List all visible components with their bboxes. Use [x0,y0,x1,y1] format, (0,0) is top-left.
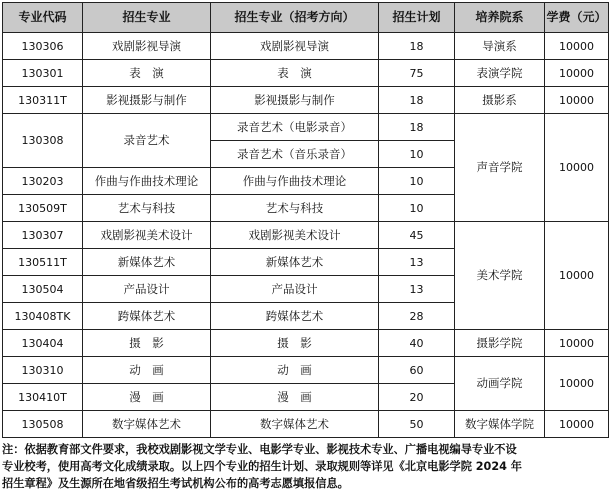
plan-cell: 45 [379,222,455,249]
plan-cell: 18 [379,114,455,141]
table-row [3,114,609,141]
code-cell: 130509T [3,195,83,222]
table-row [3,87,609,114]
code-cell: 130203 [3,168,83,195]
major-cell: 表 演 [83,60,211,87]
plan-cell: 28 [379,303,455,330]
code-cell: 130410T [3,384,83,411]
direction-cell: 数字媒体艺术 [211,411,379,438]
direction-cell: 摄 影 [211,330,379,357]
header-row [3,3,609,33]
fee-cell: 10000 [545,411,609,438]
dept-cell: 导演系 [455,33,545,60]
header-direction: 招生专业（招考方向） [211,3,379,33]
code-cell: 130408TK [3,303,83,330]
plan-cell: 18 [379,87,455,114]
footnote: 注：依据教育部文件要求，我校戏剧影视文学专业、电影学专业、影视技术专业、广播电视编导专业不设 专业校考，使用高考文化成绩录取。以上四个专业的招生计划、录取规则等详见《北京电影学院 2024 年 招生章程》及生源所在地省级招生考试机构公布的高考志愿填报信息。 [2,443,522,490]
plan-cell: 18 [379,33,455,60]
major-cell: 产品设计 [83,276,211,303]
plan-cell: 60 [379,357,455,384]
table-row [3,330,609,357]
fee-cell: 10000 [545,114,609,222]
direction-cell: 影视摄影与制作 [211,87,379,114]
dept-cell: 摄影系 [455,87,545,114]
direction-cell: 跨媒体艺术 [211,303,379,330]
plan-cell: 40 [379,330,455,357]
fee-cell: 10000 [545,33,609,60]
major-cell: 漫 画 [83,384,211,411]
major-cell: 戏剧影视导演 [83,33,211,60]
table-row [3,357,609,384]
plan-cell: 10 [379,195,455,222]
major-cell: 新媒体艺术 [83,249,211,276]
fee-cell: 10000 [545,222,609,330]
major-cell: 艺术与科技 [83,195,211,222]
code-cell: 130504 [3,276,83,303]
code-cell: 130307 [3,222,83,249]
code-cell: 130404 [3,330,83,357]
dept-cell: 美术学院 [455,222,545,330]
code-cell: 130508 [3,411,83,438]
code-cell: 130311T [3,87,83,114]
major-cell: 影视摄影与制作 [83,87,211,114]
direction-cell: 动 画 [211,357,379,384]
direction-cell: 录音艺术（电影录音） [211,114,379,141]
fee-cell: 10000 [545,330,609,357]
dept-cell: 动画学院 [455,357,545,411]
major-cell: 跨媒体艺术 [83,303,211,330]
direction-cell: 艺术与科技 [211,195,379,222]
header-fee: 学费（元） [545,3,609,33]
code-cell: 130306 [3,33,83,60]
dept-cell: 摄影学院 [455,330,545,357]
major-cell: 戏剧影视美术设计 [83,222,211,249]
plan-cell: 20 [379,384,455,411]
direction-cell: 漫 画 [211,384,379,411]
plan-cell: 75 [379,60,455,87]
code-cell: 130301 [3,60,83,87]
plan-cell: 13 [379,276,455,303]
dept-cell: 声音学院 [455,114,545,222]
direction-cell: 新媒体艺术 [211,249,379,276]
plan-cell: 10 [379,141,455,168]
header-plan: 招生计划 [379,3,455,33]
dept-cell: 表演学院 [455,60,545,87]
major-cell: 动 画 [83,357,211,384]
enrollment-table [2,2,609,438]
direction-cell: 作曲与作曲技术理论 [211,168,379,195]
header-major: 招生专业 [83,3,211,33]
table-row [3,222,609,249]
plan-cell: 10 [379,168,455,195]
plan-cell: 50 [379,411,455,438]
direction-cell: 戏剧影视导演 [211,33,379,60]
direction-cell: 产品设计 [211,276,379,303]
direction-cell: 戏剧影视美术设计 [211,222,379,249]
table-row [3,33,609,60]
plan-cell: 13 [379,249,455,276]
major-cell: 数字媒体艺术 [83,411,211,438]
major-cell: 作曲与作曲技术理论 [83,168,211,195]
major-cell: 摄 影 [83,330,211,357]
header-dept: 培养院系 [455,3,545,33]
header-code: 专业代码 [3,3,83,33]
code-cell: 130511T [3,249,83,276]
fee-cell: 10000 [545,87,609,114]
table-row [3,60,609,87]
dept-cell: 数字媒体学院 [455,411,545,438]
code-cell: 130308 [3,114,83,168]
direction-cell: 表 演 [211,60,379,87]
fee-cell: 10000 [545,357,609,411]
direction-cell: 录音艺术（音乐录音） [211,141,379,168]
code-cell: 130310 [3,357,83,384]
table-row [3,411,609,438]
major-cell: 录音艺术 [83,114,211,168]
fee-cell: 10000 [545,60,609,87]
